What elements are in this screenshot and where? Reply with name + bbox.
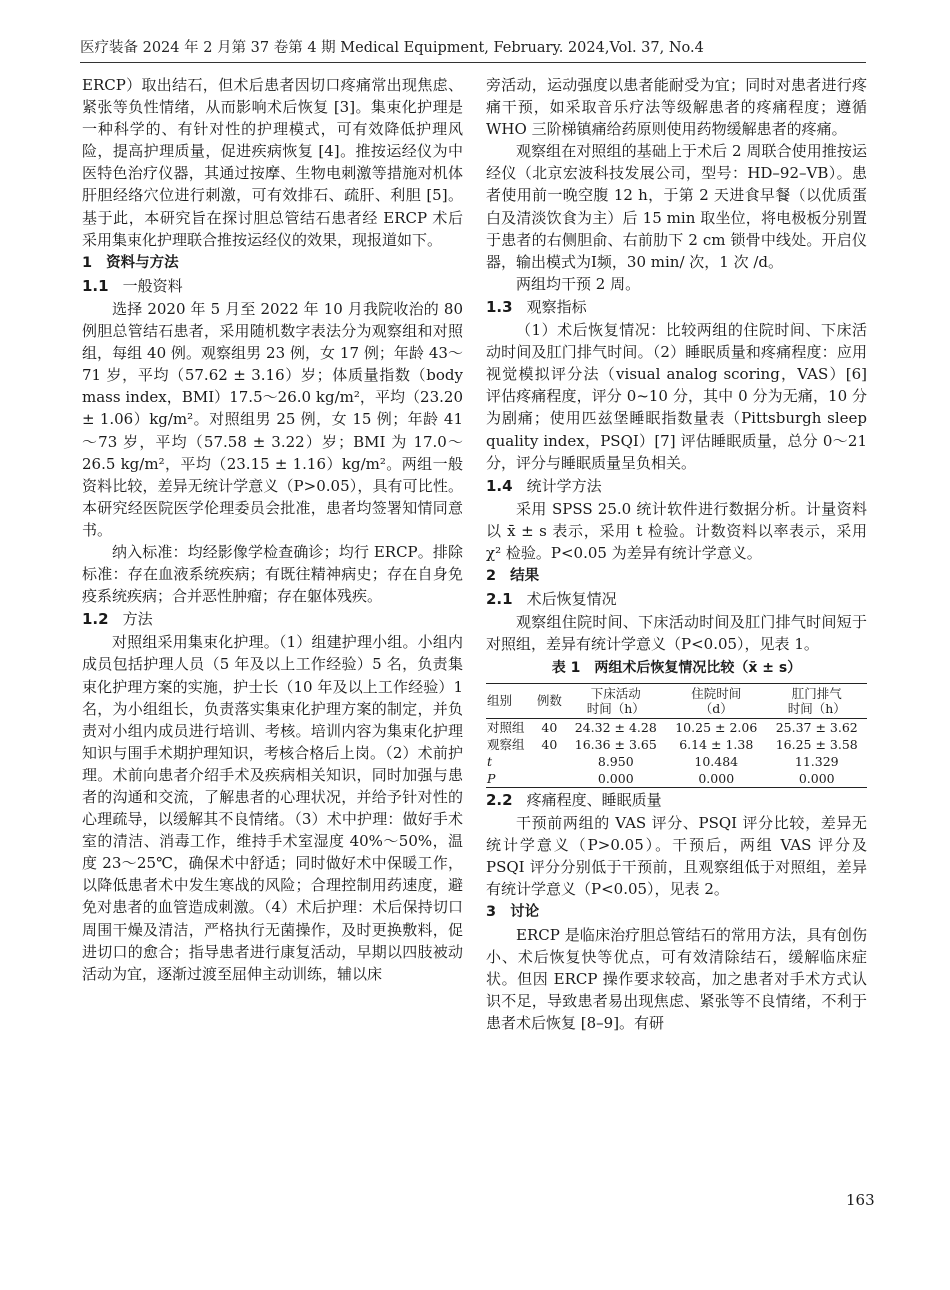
- table-cell: 10.25 ± 2.06: [675, 719, 758, 735]
- subsection-number: 1.3: [486, 297, 513, 316]
- section-number: 2: [486, 568, 497, 585]
- subsection-number: 1.4: [486, 476, 513, 495]
- subsection-heading-1-2: [82, 608, 463, 630]
- table-1: [486, 683, 867, 788]
- table-cell: 对照组: [487, 719, 525, 735]
- subsection-heading-1-1: [82, 275, 463, 297]
- table-cell: 16.25 ± 3.58: [775, 736, 858, 752]
- table-header-cell: 组别: [486, 683, 533, 718]
- table-cell: 0.000: [566, 770, 666, 788]
- table-header-row: [486, 683, 867, 718]
- table-header-cell: 下床活动 时间（h）: [566, 683, 666, 718]
- observation-group-paragraph: 观察组在对照组的基础上于术后 2 周联合使用推按运经仪（北京宏波科技发展公司，型号：HD–92–VB）。患者使用前一晚空腹 12 h，于第 2 天进食早餐（以优质蛋白及清淡饮食为主）后 15 min 取坐位，将电极板分别置于患者的右侧胆俞、右前肋下 2 cm 锁骨中线处。开启仪器，输出模式为Ⅰ频，30 min/ 次，1 次 /d。: [486, 142, 867, 271]
- general-data-paragraph: 选择 2020 年 5 月至 2022 年 10 月我院收治的 80 例胆总管结石患者，采用随机数字表法分为观察组和对照组，每组 40 例。观察组男 23 例，女 17 例；年龄 43～71 岁，平均（57.62 ± 3.16）岁；体质量指数（body mass index，BMI）17.5～26.0 kg/m²，平均（23.20 ± 1.06）kg/m²。对照组男 25 例，女 15 例；年龄 41～73 岁，平均（57.58 ± 3.22）岁；BMI 为 17.0～26.5 kg/m²，平均（23.15 ± 1.16）kg/m²。两组一般资料比较，差异无统计学意义（P>0.05），具有可比性。本研究经医院医学伦理委员会批准，患者均签署知情同意书。: [82, 299, 463, 539]
- table-cell: [533, 770, 565, 788]
- statistics-paragraph: 采用 SPSS 25.0 统计软件进行数据分析。计量资料以 x̄ ± s 表示，采用 t 检验。计数资料以率表示，采用 χ² 检验。P<0.05 为差异有统计学意义。: [486, 499, 867, 562]
- table-1-title: 表 1 两组术后恢复情况比较（x̄ ± s）: [551, 660, 802, 677]
- table-cell: 40: [541, 719, 558, 735]
- left-column: [82, 74, 463, 985]
- subsection-title: 一般资料: [122, 276, 183, 295]
- indicators-paragraph: （1）术后恢复情况：比较两组的住院时间、下床活动时间及肛门排气时间。（2）睡眠质量和疼痛程度：应用视觉模拟评分法（visual analog scoring，VAS）[6] 评估疼痛程度，评分 0~10 分，其中 0 分为无痛，10 分为剧痛；使用匹兹堡睡眠指数量表（Pittsburgh sleep quality index，PSQI）[7] 评估睡眠质量，总分 0～21 分，评分与睡眠质量呈负相关。: [486, 321, 867, 472]
- table-cell: 24.32 ± 4.28: [574, 719, 657, 735]
- section-title: 资料与方法: [106, 254, 179, 271]
- result-2-paragraph: 干预前两组的 VAS 评分、PSQI 评分比较，差异无统计学意义（P>0.05）。干预后，两组 VAS 评分及 PSQI 评分分别低于干预前，且观察组低于对照组，差异有统计学意义（P<0.05），见表 2。: [486, 813, 867, 898]
- table-header-cell: 例数: [533, 683, 565, 718]
- subsection-title: 疼痛程度、睡眠质量: [526, 790, 662, 809]
- section-title: 结果: [510, 568, 540, 585]
- subsection-title: 观察指标: [526, 297, 587, 316]
- result-1-paragraph: 观察组住院时间、下床活动时间及肛门排气时间短于对照组，差异有统计学意义（P<0.05），见表 1。: [486, 613, 867, 654]
- table-row: [486, 718, 867, 736]
- section-heading-2: [486, 565, 867, 587]
- table-cell: 0.000: [666, 770, 766, 788]
- section-heading-3: [486, 901, 867, 923]
- table-cell: 0.000: [767, 770, 868, 788]
- subsection-heading-1-4: [486, 475, 867, 497]
- section-number: 1: [82, 254, 93, 271]
- table-cell: 8.950: [597, 753, 634, 769]
- subsection-title: 统计学方法: [526, 476, 602, 495]
- table-cell: 11.329: [794, 753, 839, 769]
- subsection-number: 1.2: [82, 610, 109, 629]
- methods-paragraph: 对照组采用集束化护理。（1）组建护理小组。小组内成员包括护理人员（5 年及以上工作经验）5 名，负责集束化护理方案的实施，护士长（10 年及以上工作经验）1 名，为小组组长，负责落实集束化护理方案的制定，并负责对小组内成员进行培训、考核。培训内容为集束化护理知识与围手术期护理知识，考核合格后上岗。（2）术前护理。术前向患者介绍手术及疾病相关知识，同时加强与患者的沟通和交流，了解患者的心理状况，并给予针对性的心理疏导，以缓解其不良情绪。（3）术中护理：做好手术室的清洁、消毒工作，维持手术室湿度 40%～50%，温度 23～25℃，确保术中舒适；同时做好术中保暖工作，以降低患者术中发生寒战的风险；合理控制用药速度，避免对患者的血管造成刺激。（4）术后护理：术后保持切口周围干燥及清洁，严格执行无菌操作，及时更换敷料，促进切口的愈合；指导患者进行康复活动，早期以四肢被动活动为宜，逐渐过渡至屈伸主动训练，辅以床: [82, 633, 463, 983]
- right-column: [486, 74, 867, 1035]
- criteria-paragraph: 纳入标准：均经影像学检查确诊；均行 ERCP。排除标准：存在血液系统疾病；有既往精神病史；存在自身免疫系统疾病；合并恶性肿瘤；存在躯体残疾。: [82, 542, 463, 606]
- subsection-number: 2.2: [486, 790, 513, 809]
- subsection-title: 方法: [122, 610, 153, 629]
- table-cell: 观察组: [487, 736, 525, 752]
- section-heading-1: [82, 252, 463, 274]
- intro-paragraph: ERCP）取出结石，但术后患者因切口疼痛常出现焦虑、紧张等负性情绪，从而影响术后恢复 [3]。集束化护理是一种科学的、有针对性的护理模式，可有效降低护理风险，提高护理质量，促进疾病恢复 [4]。推按运经仪为中医特色治疗仪器，其通过按摩、生物电刺激等措施对机体肝胆经络穴位进行刺激，可有效排石、疏肝、利胆 [5]。基于此，本研究旨在探讨胆总管结石患者经 ERCP 术后采用集束化护理联合推按运经仪的效果，现报道如下。: [82, 76, 463, 249]
- table-cell: 10.484: [694, 753, 739, 769]
- table-cell: 25.37 ± 3.62: [775, 719, 858, 735]
- table-cell: 40: [541, 736, 558, 752]
- page-number: 163: [846, 1191, 875, 1209]
- header-rule: [80, 62, 866, 63]
- subsection-heading-2-2: [486, 789, 867, 811]
- subsection-number: 1.1: [82, 276, 109, 295]
- subsection-number: 2.1: [486, 590, 513, 609]
- subsection-title: 术后恢复情况: [526, 590, 617, 609]
- running-head: 医疗装备 2024 年 2 月第 37 卷第 4 期 Medical Equipment, February. 2024,Vol. 37, No.4: [80, 40, 704, 56]
- table-cell: P: [486, 770, 533, 788]
- table-cell: [533, 753, 565, 770]
- table-cell: t: [487, 753, 493, 769]
- subsection-heading-1-3: [486, 296, 867, 318]
- table-header-cell: 肛门排气 时间（h）: [767, 683, 868, 718]
- continued-paragraph: 旁活动，运动强度以患者能耐受为宜；同时对患者进行疼痛干预，如采取音乐疗法等级解患者的疼痛程度；遵循 WHO 三阶梯镇痛给药原则使用药物缓解患者的疼痛。: [486, 76, 867, 139]
- intervention-duration: 两组均干预 2 周。: [516, 274, 641, 293]
- section-number: 3: [486, 904, 497, 920]
- table-row: [486, 753, 867, 770]
- discussion-paragraph: ERCP 是临床治疗胆总管结石的常用方法，具有创伤小、术后恢复快等优点，可有效清除结石，缓解临床症状。但因 ERCP 操作要求较高，加之患者对手术方式认识不足，导致患者易出现焦虑、紧张等不良情绪，不利于患者术后恢复 [8–9]。有研: [486, 926, 867, 1033]
- section-title: 讨论: [510, 904, 540, 920]
- table-row: [486, 736, 867, 753]
- table-cell: 16.36 ± 3.65: [574, 736, 657, 752]
- subsection-heading-2-1: [486, 588, 867, 610]
- table-header-cell: 住院时间 （d）: [666, 683, 766, 718]
- table-cell: 6.14 ± 1.38: [679, 736, 754, 752]
- table-row: [486, 770, 867, 788]
